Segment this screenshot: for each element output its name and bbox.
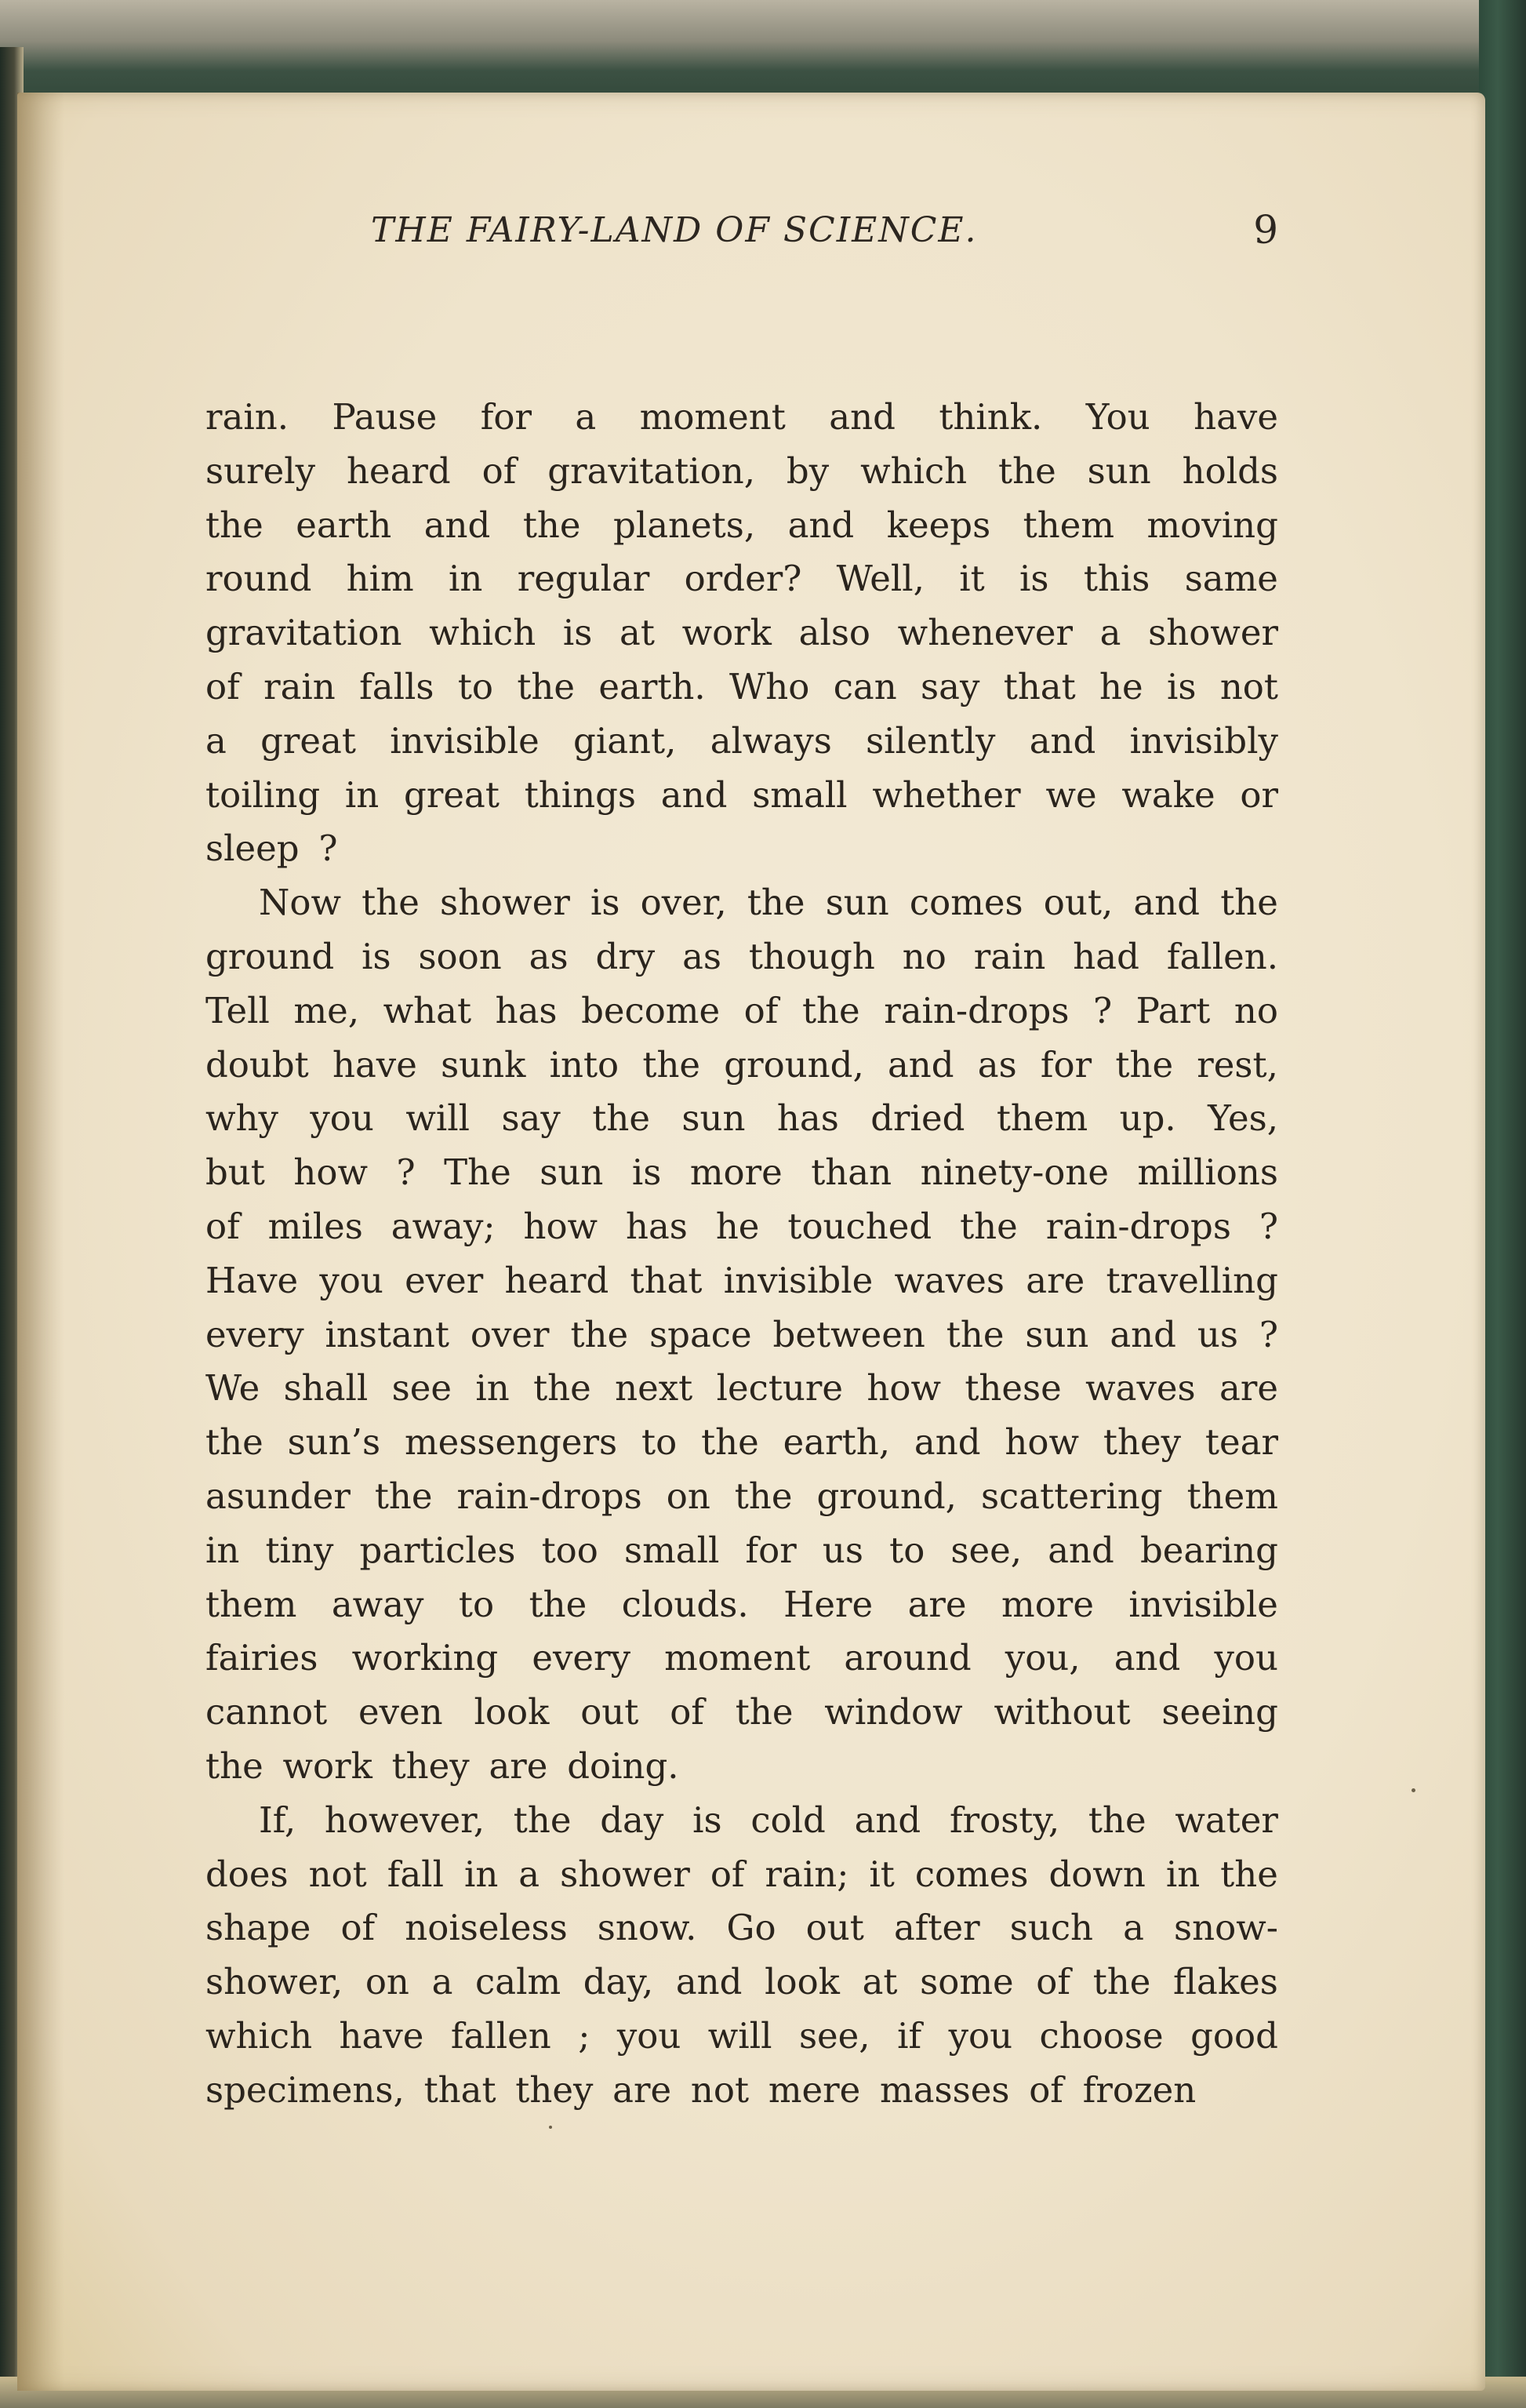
book-cover-right-edge xyxy=(1479,0,1526,2408)
text-line: asunder the rain-drops on the ground, scattering them xyxy=(205,1475,1278,1517)
text-line: of miles away; how has he touched the rain-drops ? xyxy=(205,1205,1278,1247)
text-line: If, however, the day is cold and frosty, the water xyxy=(259,1799,1278,1841)
paragraph xyxy=(205,1794,1278,2118)
paragraph xyxy=(205,876,1278,1794)
text-line: in tiny particles too small for us to see, and bearing xyxy=(205,1529,1278,1571)
paper-speck xyxy=(549,2126,552,2129)
text-line: which have fallen ; you will see, if you choose good xyxy=(205,2014,1278,2057)
text-line: the work they are doing. xyxy=(205,1744,679,1787)
paragraph xyxy=(205,391,1278,876)
running-head-title: THE FAIRY-LAND OF SCIENCE. xyxy=(371,210,978,250)
text-line: shape of noiseless snow. Go out after such a snow- xyxy=(205,1907,1278,1949)
text-line: Now the shower is over, the sun comes out, and the xyxy=(259,882,1278,924)
text-line: the sun’s messengers to the earth, and how they tear xyxy=(205,1421,1278,1464)
text-line: but how ? The sun is more than ninety-one millions xyxy=(205,1151,1278,1194)
text-line: them away to the clouds. Here are more invisible xyxy=(205,1583,1278,1625)
text-line: sleep ? xyxy=(205,828,338,870)
text-line: round him in regular order? Well, it is this same xyxy=(205,558,1278,600)
text-line: why you will say the sun has dried them up. Yes, xyxy=(205,1097,1278,1140)
gutter-shadow xyxy=(17,93,64,2391)
text-line: of rain falls to the earth. Who can say that he is not xyxy=(205,665,1278,707)
text-line: Tell me, what has become of the rain-drops ? Part no xyxy=(205,989,1278,1031)
text-line: fairies working every moment around you, and you xyxy=(205,1637,1278,1679)
paper-speck xyxy=(1412,1788,1415,1792)
running-head xyxy=(194,207,1278,273)
text-line: shower, on a calm day, and look at some of the flakes xyxy=(205,1961,1278,2003)
text-line: doubt have sunk into the ground, and as for the rest, xyxy=(205,1043,1278,1086)
body-text xyxy=(205,391,1278,2118)
text-line: every instant over the space between the sun and us ? xyxy=(205,1313,1278,1355)
text-line: Have you ever heard that invisible waves are travelling xyxy=(205,1259,1278,1301)
text-line: the earth and the planets, and keeps them moving xyxy=(205,504,1278,546)
text-line: a great invisible giant, always silently and invisibly xyxy=(205,719,1278,762)
text-line: surely heard of gravitation, by which the sun holds xyxy=(205,449,1278,492)
text-line: cannot even look out of the window without seeing xyxy=(205,1691,1278,1733)
text-line: gravitation which is at work also whenever a shower xyxy=(205,612,1278,654)
text-line: toiling in great things and small whether we wake or xyxy=(205,773,1278,816)
page-number: 9 xyxy=(1253,207,1278,253)
text-line: We shall see in the next lecture how these waves are xyxy=(205,1367,1278,1410)
text-line: specimens, that they are not mere masses of frozen xyxy=(205,2068,1197,2111)
text-line: rain. Pause for a moment and think. You have xyxy=(205,396,1278,438)
text-line: does not fall in a shower of rain; it comes down in the xyxy=(205,1853,1278,1895)
text-line: ground is soon as dry as though no rain had fallen. xyxy=(205,935,1278,977)
